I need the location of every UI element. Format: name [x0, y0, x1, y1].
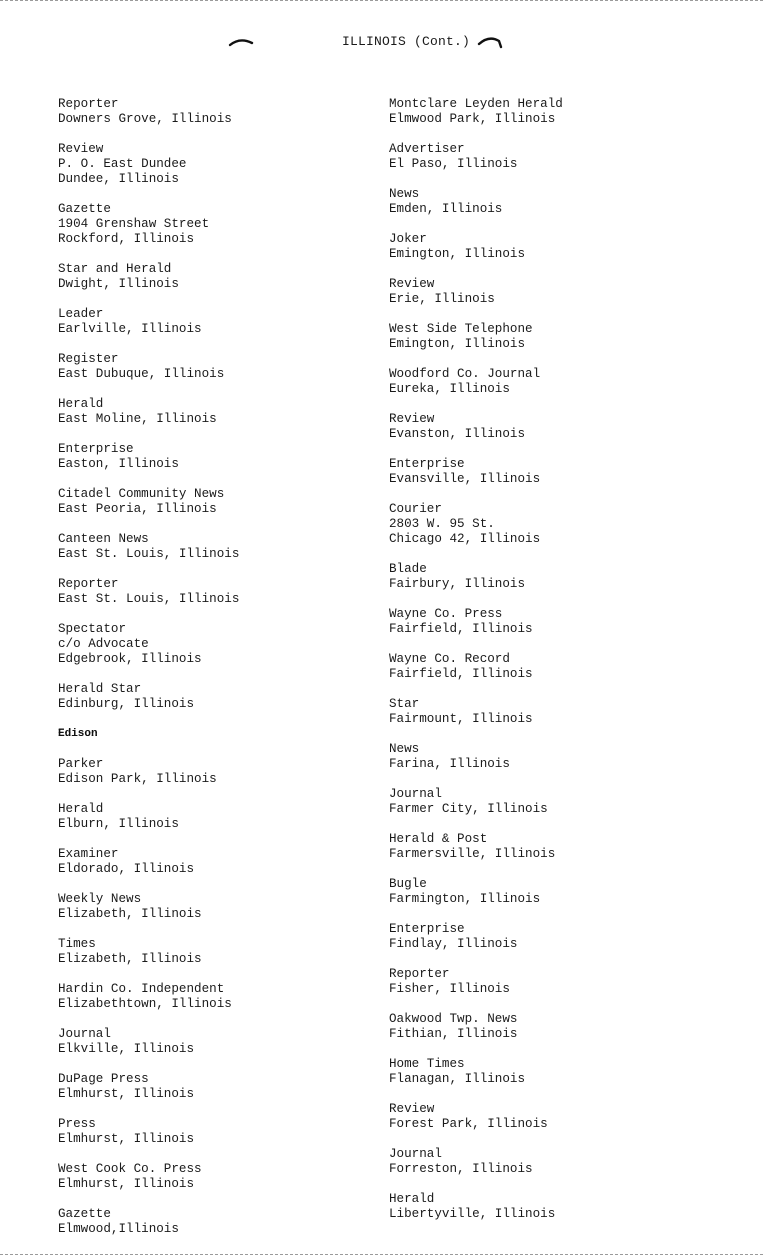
directory-entry	[389, 967, 629, 997]
directory-entry	[389, 922, 629, 952]
address-line: Elmhurst, Illinois	[58, 1132, 195, 1146]
address-line: Elizabeth, Illinois	[58, 907, 202, 921]
address-line: Evansville, Illinois	[389, 472, 541, 486]
address-line: Findlay, Illinois	[389, 937, 518, 951]
address-line: Dwight, Illinois	[58, 277, 179, 291]
directory-entry	[58, 1117, 298, 1147]
directory-entry	[58, 802, 298, 832]
publication-name: News	[389, 742, 420, 756]
publication-name: Reporter	[58, 577, 119, 591]
publication-name: Reporter	[389, 967, 450, 981]
publication-name: Citadel Community News	[58, 487, 225, 501]
address-line: Forreston, Illinois	[389, 1162, 533, 1176]
directory-entry	[58, 397, 298, 427]
directory-entry	[389, 652, 629, 682]
publication-name: Montclare Leyden Herald	[389, 97, 563, 111]
address-line: P. O. East Dundee	[58, 157, 187, 171]
publication-name: Edison	[58, 727, 106, 742]
directory-entry	[58, 757, 298, 787]
directory-entry	[389, 277, 629, 307]
directory-entry	[58, 142, 298, 187]
directory-entry	[389, 877, 629, 907]
right-column	[389, 97, 629, 1237]
directory-entry	[389, 1057, 629, 1087]
directory-entry	[389, 322, 629, 352]
address-line: Emington, Illinois	[389, 337, 526, 351]
directory-entry	[389, 607, 629, 637]
address-line: Easton, Illinois	[58, 457, 179, 471]
publication-name: Home Times	[389, 1057, 465, 1071]
directory-entry	[58, 97, 298, 127]
address-line: East Dubuque, Illinois	[58, 367, 225, 381]
publication-name: Blade	[389, 562, 427, 576]
address-line: Elburn, Illinois	[58, 817, 179, 831]
address-line: Elizabethtown, Illinois	[58, 997, 232, 1011]
publication-name: Leader	[58, 307, 104, 321]
address-line: Fairmount, Illinois	[389, 712, 533, 726]
publication-name: Review	[389, 412, 435, 426]
directory-entry	[389, 1192, 629, 1222]
directory-entry	[58, 1207, 298, 1237]
address-line: Elmwood,Illinois	[58, 1222, 179, 1236]
directory-entry	[58, 892, 298, 922]
right-margin-mark-icon	[477, 35, 505, 49]
directory-entry	[58, 262, 298, 292]
publication-name: Gazette	[58, 1207, 111, 1221]
directory-entry	[58, 202, 298, 247]
address-line: Farmington, Illinois	[389, 892, 541, 906]
address-line: Edgebrook, Illinois	[58, 652, 202, 666]
left-column	[58, 97, 298, 1252]
address-line: 2803 W. 95 St.	[389, 517, 495, 531]
address-line: Libertyville, Illinois	[389, 1207, 556, 1221]
directory-entry	[389, 787, 629, 817]
page-bottom-edge	[0, 1254, 763, 1255]
publication-name: Enterprise	[389, 457, 465, 471]
directory-entry	[389, 97, 629, 127]
directory-entry	[58, 982, 298, 1012]
directory-entry	[389, 232, 629, 262]
publication-name: Review	[58, 142, 104, 156]
directory-entry	[58, 1027, 298, 1057]
address-line: Edinburg, Illinois	[58, 697, 195, 711]
address-line: El Paso, Illinois	[389, 157, 518, 171]
address-line: Flanagan, Illinois	[389, 1072, 526, 1086]
left-margin-mark-icon	[228, 35, 256, 47]
directory-entry	[389, 502, 629, 547]
publication-name: Journal	[389, 787, 442, 801]
address-line: Elizabeth, Illinois	[58, 952, 202, 966]
directory-entry	[58, 352, 298, 382]
publication-name: Wayne Co. Press	[389, 607, 503, 621]
address-line: Earlville, Illinois	[58, 322, 202, 336]
directory-entry	[58, 442, 298, 472]
address-line: Elkville, Illinois	[58, 1042, 195, 1056]
address-line: Evanston, Illinois	[389, 427, 526, 441]
directory-entry	[389, 187, 629, 217]
publication-name: West Cook Co. Press	[58, 1162, 202, 1176]
directory-entry	[389, 367, 629, 397]
publication-name: DuPage Press	[58, 1072, 149, 1086]
publication-name: Gazette	[58, 202, 111, 216]
publication-name: Courier	[389, 502, 442, 516]
directory-entry	[389, 142, 629, 172]
address-line: Fairfield, Illinois	[389, 622, 533, 636]
publication-name: Parker	[58, 757, 104, 771]
address-line: Emden, Illinois	[389, 202, 503, 216]
address-line: East St. Louis, Illinois	[58, 592, 240, 606]
directory-entry	[389, 562, 629, 592]
directory-entry	[389, 1147, 629, 1177]
publication-name: Advertiser	[389, 142, 465, 156]
publication-name: Oakwood Twp. News	[389, 1012, 518, 1026]
publication-name: Times	[58, 937, 96, 951]
directory-entry	[58, 532, 298, 562]
address-line: Chicago 42, Illinois	[389, 532, 541, 546]
address-line: Farmersville, Illinois	[389, 847, 556, 861]
address-line: Edison Park, Illinois	[58, 772, 217, 786]
address-line: Farina, Illinois	[389, 757, 510, 771]
address-line: Fithian, Illinois	[389, 1027, 518, 1041]
page-top-edge	[0, 0, 763, 1]
address-line: Emington, Illinois	[389, 247, 526, 261]
publication-name: Star	[389, 697, 420, 711]
publication-name: Enterprise	[58, 442, 134, 456]
publication-name: Reporter	[58, 97, 119, 111]
directory-entry	[58, 487, 298, 517]
address-line: Elmhurst, Illinois	[58, 1087, 195, 1101]
publication-name: Journal	[58, 1027, 111, 1041]
directory-entry	[389, 412, 629, 442]
address-line: Farmer City, Illinois	[389, 802, 548, 816]
address-line: Fairfield, Illinois	[389, 667, 533, 681]
address-line: East Moline, Illinois	[58, 412, 217, 426]
publication-name: News	[389, 187, 420, 201]
publication-name: Star and Herald	[58, 262, 172, 276]
address-line: Erie, Illinois	[389, 292, 495, 306]
address-line: Downers Grove, Illinois	[58, 112, 232, 126]
publication-name: Journal	[389, 1147, 442, 1161]
publication-name: Enterprise	[389, 922, 465, 936]
publication-name: Examiner	[58, 847, 119, 861]
address-line: 1904 Grenshaw Street	[58, 217, 210, 231]
address-line: Forest Park, Illinois	[389, 1117, 548, 1131]
publication-name: Herald & Post	[389, 832, 488, 846]
page-title: ILLINOIS (Cont.)	[342, 34, 471, 49]
address-line: c/o Advocate	[58, 637, 149, 651]
publication-name: Canteen News	[58, 532, 149, 546]
publication-name: Herald Star	[58, 682, 142, 696]
publication-name: Hardin Co. Independent	[58, 982, 225, 996]
publication-name: Herald	[58, 802, 104, 816]
directory-entry	[58, 622, 298, 667]
directory-entry	[58, 577, 298, 607]
publication-name: Wayne Co. Record	[389, 652, 510, 666]
directory-entry	[58, 682, 298, 712]
publication-name: Review	[389, 277, 435, 291]
directory-entry	[389, 742, 629, 772]
publication-name: Bugle	[389, 877, 427, 891]
directory-entry	[389, 457, 629, 487]
directory-entry	[389, 1012, 629, 1042]
publication-name: Woodford Co. Journal	[389, 367, 541, 381]
address-line: East Peoria, Illinois	[58, 502, 217, 516]
publication-name: Weekly News	[58, 892, 142, 906]
directory-entry	[389, 1102, 629, 1132]
publication-name: Register	[58, 352, 119, 366]
address-line: Fisher, Illinois	[389, 982, 510, 996]
address-line: Elmwood Park, Illinois	[389, 112, 556, 126]
directory-entry	[389, 697, 629, 727]
publication-name: Review	[389, 1102, 435, 1116]
publication-name: Spectator	[58, 622, 127, 636]
address-line: East St. Louis, Illinois	[58, 547, 240, 561]
address-line: Eldorado, Illinois	[58, 862, 195, 876]
directory-entry	[58, 937, 298, 967]
publication-name: Herald	[389, 1192, 435, 1206]
address-line: Rockford, Illinois	[58, 232, 195, 246]
page-header	[0, 33, 763, 57]
address-line: Fairbury, Illinois	[389, 577, 526, 591]
directory-entry	[58, 847, 298, 877]
directory-entry	[58, 1072, 298, 1102]
directory-entry	[58, 307, 298, 337]
publication-name: Press	[58, 1117, 96, 1131]
publication-name: West Side Telephone	[389, 322, 533, 336]
address-line: Dundee, Illinois	[58, 172, 179, 186]
publication-name: Herald	[58, 397, 104, 411]
address-line: Eureka, Illinois	[389, 382, 510, 396]
struck-out-entry	[58, 727, 298, 742]
directory-entry	[389, 832, 629, 862]
publication-name: Joker	[389, 232, 427, 246]
address-line: Elmhurst, Illinois	[58, 1177, 195, 1191]
directory-entry	[58, 1162, 298, 1192]
